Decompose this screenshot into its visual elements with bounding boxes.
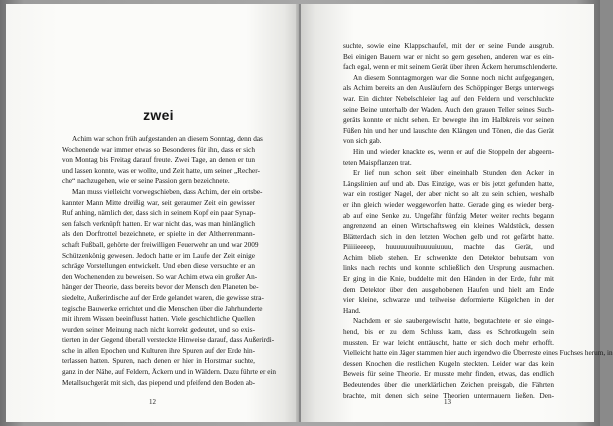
- text-line: kannter Mann Mitte dreißig war, seit geraumer Zeit ein gewisser: [62, 198, 255, 207]
- text-line: Er ging in die Knie, buddelte mit den Händen in der Erde, fuhr mit: [343, 275, 554, 284]
- text-line: che“ nachzugehen, wie er seine Passion gern bezeichnete.: [62, 177, 230, 186]
- text-line: war. Ein dichter Nebelschleier lag auf den Feldern und verschluckte: [343, 94, 554, 103]
- text-line: geräts konnte er nicht sehen. Er bewegte ihn im Halbkreis vor seinen: [343, 116, 554, 125]
- text-line: links nach rechts und konnte schließlich den Ursprung ausmachen.: [343, 264, 554, 273]
- text-line: Piiiiieeeep, huuuuuuuihuuuuiuuuu, machte das Gerät, und: [343, 243, 554, 252]
- text-line: tegische Bauwerke errichtet und die Menschen über die Jahrhunderte: [62, 304, 263, 313]
- text-line: Metallsuchgerät mit sich, das piepend und pfeifend den Boden ab-: [62, 378, 255, 387]
- left-page-number: 12: [149, 398, 156, 407]
- text-line: Achim war schon früh aufgestanden an diesem Sonntag, denn das: [72, 135, 263, 143]
- text-line: dem Detektor über den ausgehobenen Haufen und hielt am Ende: [343, 285, 554, 294]
- text-line: suchte, sowie eine Klappschaufel, mit der er seine Funde ausgrub.: [343, 42, 554, 50]
- text-line: sche in allen Epochen und Kulturen ihre Spuren auf der Erde hin-: [62, 346, 255, 355]
- text-line: von sich gab.: [343, 137, 382, 146]
- text-line: war ein rostiger Nagel, der aber nicht so alt zu sein schien, weshalb: [343, 190, 554, 199]
- text-line: als den Dorftrottel bezeichnete, er spielte in der Altherrenmann-: [62, 230, 255, 239]
- text-line: Ruf anhing, nämlich der, dass sich in seinem Kopf ein paar Synap-: [62, 209, 256, 218]
- left-page-body: [62, 134, 277, 388]
- text-line: mit ihrem Wissen beeinflusst hatten. Viele geschichtliche Quellen: [62, 315, 255, 324]
- right-page-body: [343, 41, 613, 401]
- text-line: Nachdem er sie saubergewischt hatte, begutachtete er sie einge-: [353, 317, 554, 326]
- text-line: Bei einigen Bauern war er nicht so gern gesehen, anderen war es ein-: [343, 52, 554, 61]
- text-line: wurden seiner Meinung nach nicht korrekt gedeutet, und so exis-: [62, 325, 255, 334]
- text-line: Schützenkönig gewesen. Jedoch hatte er im Laufe der Zeit einige: [62, 251, 255, 260]
- text-line: Hand.: [343, 306, 361, 315]
- text-line: brachte, mit denen sich seine Theorien untermauern ließen. Den-: [343, 391, 554, 400]
- text-line: sen falsch verknüpft hatten. Er war nicht das, was man hinlänglich: [62, 219, 255, 228]
- text-line: schaft Fußball, gehörte der freiwilligen Feuerwehr an und war 2009: [62, 240, 259, 249]
- text-line: ganz in der Nähe, auf Feldern, Äckern und in Wäldern. Dazu führte er ein: [62, 368, 277, 377]
- text-line: angrenzend an einen Wirtschaftsweg ein kleines Waldstück, dessen: [343, 222, 554, 231]
- text-line: schräge Vorstellungen entwickelt. Und eben diese versuchte er an: [62, 262, 255, 271]
- text-line: siedelte, Außerirdische auf der Erde gelandet waren, die gewisse stra-: [62, 293, 264, 302]
- text-line: als Achim bereits an den Ausläufern des Schöppinger Bergs unterwegs: [343, 84, 554, 93]
- text-line: Hin und wieder knackte es, wenn er auf die Stoppeln der abgeern-: [353, 147, 554, 156]
- text-line: mussten. Er war leicht enttäuscht, hatte er sich doch mehr erhofft.: [343, 338, 554, 347]
- text-line: er ihn gleich wieder weggeworfen hatte. Gerade ging es wieder berg-: [343, 200, 554, 209]
- text-line: von Montag bis Freitag darauf freute. Zwei Tage, an denen er tun: [62, 156, 255, 165]
- text-line: Längslinien auf und ab. Das Einzige, was er bis jetzt gefunden hatte,: [343, 179, 554, 188]
- right-page-number: 13: [444, 398, 451, 407]
- text-line: Bedeutendes über die unerklärlichen Zeichen preisgab, die Fährten: [343, 381, 554, 389]
- text-line: dessen Knochen die restlichen Kugeln steckten. Leider war das kein: [343, 359, 554, 368]
- chapter-title: zwei: [143, 107, 174, 123]
- text-line: teten Maispflanzen trat.: [343, 158, 412, 167]
- text-line: den Wochenenden zu beweisen. So war Achim etwa ein großer An-: [62, 272, 258, 281]
- text-line: Vielleicht hatte ein Jäger stammen hier auch irgendwo die Überreste eines Fuchses herum, in: [343, 349, 613, 358]
- text-line: Achim blieb stehen. Er schwenkte den Detektor behutsam von: [343, 253, 554, 262]
- left-page: [6, 4, 299, 422]
- text-line: Blätterdach sich in den letzten Wochen gelb und rot gefärbt hatte.: [343, 232, 554, 241]
- text-line: Beweis für seine Theorie. Er musste mehr finden, etwas, das endlich: [343, 370, 554, 379]
- text-line: fach egal, wenn er mit seinem Gerät über ihren Äckern herumschlenderte.: [343, 63, 558, 72]
- right-page: [301, 4, 613, 422]
- text-line: und lassen konnte, was er wollte, und Zeit hatte, um seiner „Recher-: [62, 166, 260, 175]
- text-line: Er lief nun schon seit über eineinhalb Stunden den Acker in: [353, 169, 554, 178]
- text-line: tierten in der Gegend überall versteckte Hinweise darauf, dass Außerirdi-: [62, 336, 275, 345]
- text-line: vier kleine, schwarze und teilweise deformierte Kügelchen in der: [343, 296, 554, 305]
- text-line: seine Beine unterhalb der Waden. Auch den grauen Teller seines Such-: [343, 105, 554, 114]
- text-line: An diesem Sonntagmorgen war die Sonne noch nicht aufgegangen,: [353, 73, 554, 82]
- text-line: terlassen hatten. Spuren, nach denen er hier in Horstmar suchte,: [62, 357, 255, 366]
- text-line: hend, bis er zu dem Schluss kam, dass es Schrotkugeln sein: [343, 328, 554, 337]
- text-line: Wochenende war immer etwas so Besonderes für ihn, dass er sich: [62, 145, 255, 154]
- text-line: Man muss vielleicht vorwegschieben, dass Achim, der ein ortsbe-: [72, 187, 263, 196]
- text-line: ab auf eine Senke zu. Ungefähr fünfzig Meter weiter rechts begann: [343, 211, 554, 220]
- text-line: Füßen hin und her und lauschte den Klängen und Tönen, die das Gerät: [343, 126, 554, 135]
- text-line: hänger der Theorie, dass bereits bevor der Mensch den Planeten be-: [62, 283, 259, 292]
